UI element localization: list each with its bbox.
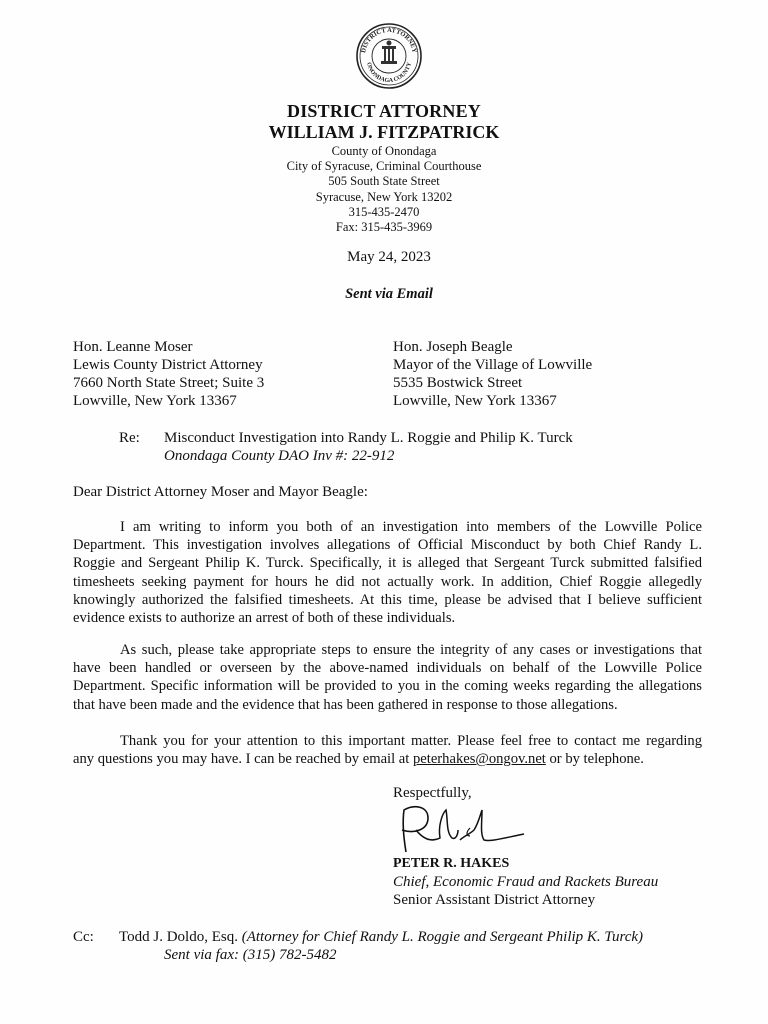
salutation: Dear District Attorney Moser and Mayor Beagle: (73, 484, 368, 500)
cc-block (119, 928, 643, 964)
para-line: Department. Specific information will be provided to you in the coming weeks regarding the allegations (73, 678, 702, 695)
address-line: 315-435-2470 (348, 204, 420, 219)
district-attorney-seal (355, 22, 423, 90)
body-paragraph-2 (73, 641, 702, 714)
closing: Respectfully, (393, 785, 472, 801)
para-line: timesheets seeking payment for hours he did not actually work. In addition, Chief Roggie allegedly (73, 573, 702, 590)
letterhead-name: WILLIAM J. FITZPATRICK (268, 122, 500, 142)
body-paragraph-3 (73, 732, 702, 768)
recipient-line: Hon. Leanne Moser (73, 339, 193, 355)
delivery-method: Sent via Email (345, 286, 433, 302)
signer-title-2: Senior Assistant District Attorney (393, 892, 596, 908)
para-line: I am writing to inform you both of an investigation into members of the Lowville Police (120, 519, 702, 535)
re-block (164, 429, 573, 465)
para-line: have been handled or overseen by the above-named individuals on behalf of the Lowville Police (73, 660, 702, 677)
recipient-left (73, 338, 264, 410)
para-line: Thank you for your attention to this important matter. Please feel free to contact me regarding (120, 733, 702, 749)
email-link[interactable]: peterhakes@ongov.net (413, 751, 546, 768)
address-line: City of Syracuse, Criminal Courthouse (286, 159, 482, 174)
re-reference: Onondaga County DAO Inv #: 22-912 (164, 448, 395, 464)
recipient-line: Hon. Joseph Beagle (393, 339, 513, 355)
address-line: Fax: 315-435-3969 (335, 220, 433, 235)
cc-recipient: Todd J. Doldo, Esq. (119, 929, 242, 945)
para-line (73, 750, 702, 768)
cc-recipient-role: (Attorney for Chief Randy L. Roggie and Sergeant Philip K. Turck) (241, 929, 644, 945)
address-line: 505 South State Street (328, 174, 440, 189)
para-line: Department. This investigation involves allegations of Official Misconduct by both Chief Randy L. (73, 537, 702, 554)
letter-date: May 24, 2023 (347, 249, 431, 265)
re-label: Re: (119, 430, 140, 446)
address-line: Syracuse, New York 13202 (315, 189, 453, 204)
recipient-line: 5535 Bostwick Street (393, 375, 523, 391)
letterhead-title: DISTRICT ATTORNEY (287, 101, 481, 121)
signer-name: PETER R. HAKES (393, 856, 510, 871)
svg-text:DISTRICT ATTORNEY: DISTRICT ATTORNEY (360, 26, 418, 54)
recipient-line: 7660 North State Street; Suite 3 (73, 375, 265, 391)
para-line: evidence exists to authorize an arrest of both of these individuals. (73, 610, 456, 627)
handwritten-signature (394, 800, 534, 858)
signer-title-1: Chief, Economic Fraud and Rackets Bureau (393, 874, 659, 890)
para-line: that have been made and the evidence that has been gathered in response to those allegations. (73, 696, 618, 713)
address-line: County of Onondaga (331, 144, 437, 158)
recipient-right (393, 338, 592, 410)
svg-text:ONONDAGA COUNTY: ONONDAGA COUNTY (365, 61, 413, 85)
para-text: or by telephone. (545, 751, 644, 768)
recipient-line: Mayor of the Village of Lowville (393, 357, 593, 373)
cc-line (119, 928, 643, 946)
para-text: any questions you may have. I can be reached by email at (73, 751, 413, 768)
cc-label: Cc: (73, 929, 94, 945)
recipient-line: Lowville, New York 13367 (393, 393, 557, 409)
letterhead-address (0, 144, 768, 235)
para-line: knowingly authorized the falsified timesheets. At this time, please be advised that I believe sufficient (73, 591, 702, 608)
re-subject: Misconduct Investigation into Randy L. Roggie and Philip K. Turck (164, 430, 573, 446)
recipient-line: Lewis County District Attorney (73, 357, 263, 373)
para-line: As such, please take appropriate steps to ensure the integrity of any cases or investigations that (120, 642, 702, 658)
para-line: Roggie and Sergeant Philip K. Turck. Specifically, it is alleged that Sergeant Turck submitted falsified (73, 555, 702, 572)
cc-fax: Sent via fax: (315) 782-5482 (164, 947, 337, 963)
signer-block (393, 855, 658, 909)
body-paragraph-1 (73, 518, 702, 627)
recipient-line: Lowville, New York 13367 (73, 393, 237, 409)
